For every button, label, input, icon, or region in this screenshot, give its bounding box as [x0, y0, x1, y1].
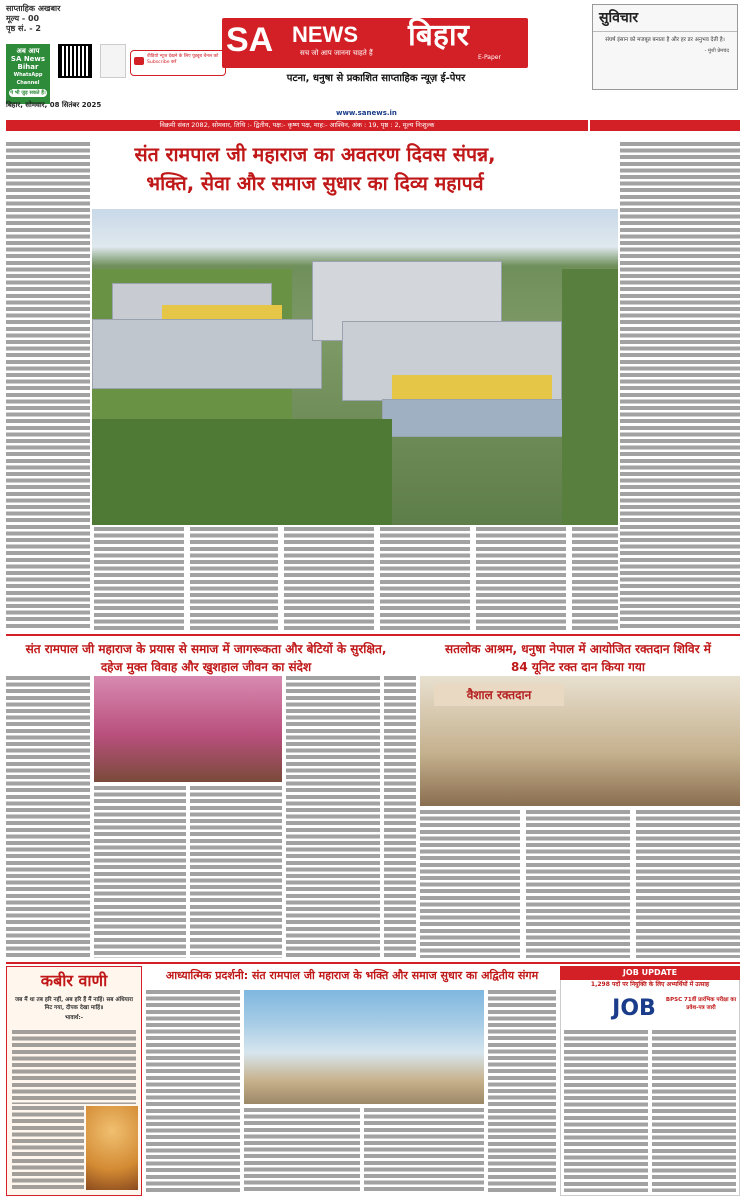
whatsapp-line1: अब आप [16, 47, 40, 55]
main-article-col4 [284, 527, 374, 633]
youtube-cta: वीडियो न्यूज देखने के लिए यूट्यूब चैनल को Subscribe करें [147, 54, 219, 65]
whatsapp-line2: SA News Bihar [10, 55, 46, 71]
ashram-aerial-photo [92, 209, 618, 525]
main-headline [40, 140, 590, 198]
main-article-col3 [190, 527, 278, 633]
job-update-subheading: 1,298 पदों पर नियुक्ति के लिए अभ्यर्थियों में उत्साह [590, 981, 710, 988]
dateline: बिहार, सोमवार, 08 सितंबर 2025 [6, 101, 102, 109]
job-col2 [652, 1030, 736, 1192]
article3-headline [420, 640, 736, 676]
logo-bihar: बिहार [408, 18, 469, 53]
job-col1 [564, 1030, 648, 1192]
suvichar-title: सुविचार [593, 5, 737, 32]
article2-headline-line1: संत रामपाल जी महाराज के प्रयास से समाज में जागरूकता और बेटियों के सुरक्षित, [25, 642, 387, 656]
article4-headline: आध्यात्मिक प्रदर्शनी: संत रामपाल जी महाराज के भक्ति और समाज सुधार का अद्वितीय संगम [165, 969, 539, 982]
channel-thumbnail-icon [100, 44, 126, 78]
logo-news: NEWS [292, 22, 358, 47]
article4-col2 [244, 1108, 360, 1194]
youtube-icon [134, 57, 144, 65]
kabir-vani-title: कबीर वाणी [40, 971, 108, 990]
main-headline-line2: भक्ति, सेवा और समाज सुधार का दिव्य महापर्व [146, 172, 484, 195]
website-link[interactable]: www.sanews.in [336, 109, 397, 117]
article3-col1 [420, 810, 520, 958]
main-article-col2 [94, 527, 184, 633]
main-article-col7 [572, 527, 618, 633]
article3-col2 [526, 810, 630, 958]
publication-tagline: पटना, धनुषा से प्रकाशित साप्ताहिक न्यूज़ ई-पेपर [286, 73, 466, 84]
article3-headline-line1: सतलोक आश्रम, धनुषा नेपाल में आयोजित रक्तदान शिविर में [445, 642, 711, 656]
article2-headline [16, 640, 396, 676]
youtube-subscribe-promo[interactable] [130, 50, 226, 76]
article3-headline-line2: 84 यूनिट रक्त दान किया गया [511, 660, 645, 674]
whatsapp-pill: पे भी जुड़ सकते हैं। [10, 90, 46, 96]
article3-col0 [384, 676, 416, 958]
article4-col4 [488, 990, 556, 1194]
kabir-meaning-text-2 [12, 1106, 84, 1192]
logo-epaper: E-Paper [478, 54, 501, 61]
kabir-doha [12, 996, 136, 1022]
suvichar-box [592, 4, 738, 90]
main-article-col6 [476, 527, 566, 633]
suvichar-quote: संघर्ष इंसान को मजबूत बनाता है और हर डर अनुभव देती है। [605, 37, 725, 43]
section-divider [6, 634, 740, 636]
kabir-meaning-text [12, 1030, 136, 1104]
blood-donation-banner: वैशाल रक्तदान [434, 684, 564, 706]
article2-col3 [190, 786, 282, 958]
spiritual-exhibition-photo [244, 990, 484, 1104]
bpsc-headline: BPSC 71वीं प्रारंभिक परीक्षा का प्रवेश-पत्र जारी [665, 997, 737, 1011]
dowry-free-wedding-photo [94, 676, 282, 782]
paper-type: साप्ताहिक अखबार [6, 4, 61, 13]
job-logo: JOB [612, 996, 656, 1021]
qr-code-icon[interactable] [58, 44, 92, 78]
section-divider-2 [6, 962, 740, 964]
info-bar: विक्रमी संवत 2082, सोमवार, तिथि :- द्वितीय, पक्ष:- कृष्ण पक्ष, माह:- आश्विन, अंक : 19, पृष्ठ : 2, मूल्य निःशुल्क [159, 121, 435, 129]
kabir-doha-text: जब मैं था तब हरि नहीं, अब हरि हैं मैं नाहिं। सब अंधियारा मिट गया, दीपक देखा माहिं॥ [15, 997, 133, 1011]
whatsapp-channel-promo[interactable] [6, 44, 50, 104]
article2-col4 [286, 676, 380, 958]
suvichar-author: - मुंशी प्रेमचंद [704, 48, 729, 54]
article4-col3 [364, 1108, 484, 1194]
kabir-meaning-label: भावार्थ:- [64, 1015, 84, 1021]
main-article-col-right [620, 142, 740, 632]
logo-sa: SA [226, 21, 274, 59]
main-article-col5 [380, 527, 470, 633]
kabir-illustration [86, 1106, 138, 1190]
main-headline-line1: संत रामपाल जी महाराज का अवतरण दिवस संपन्न, [134, 143, 496, 166]
edition-bar [590, 120, 740, 131]
job-update-header: JOB UPDATE [560, 966, 740, 980]
logo-tagline: सच जो आप जानना चाहते हैं [300, 49, 373, 57]
main-article-col1 [6, 142, 90, 632]
price: मूल्य - 00 [6, 14, 40, 23]
article2-headline-line2: दहेज मुक्त विवाह और खुशहाल जीवन का संदेश [100, 660, 312, 674]
article4-col1 [146, 990, 240, 1194]
whatsapp-line3: WhatsApp Channel [13, 72, 43, 86]
article3-col3 [636, 810, 740, 958]
article2-col1 [6, 676, 90, 958]
article2-col2 [94, 786, 186, 958]
page-count: पृष्ठ सं. - 2 [6, 24, 41, 33]
